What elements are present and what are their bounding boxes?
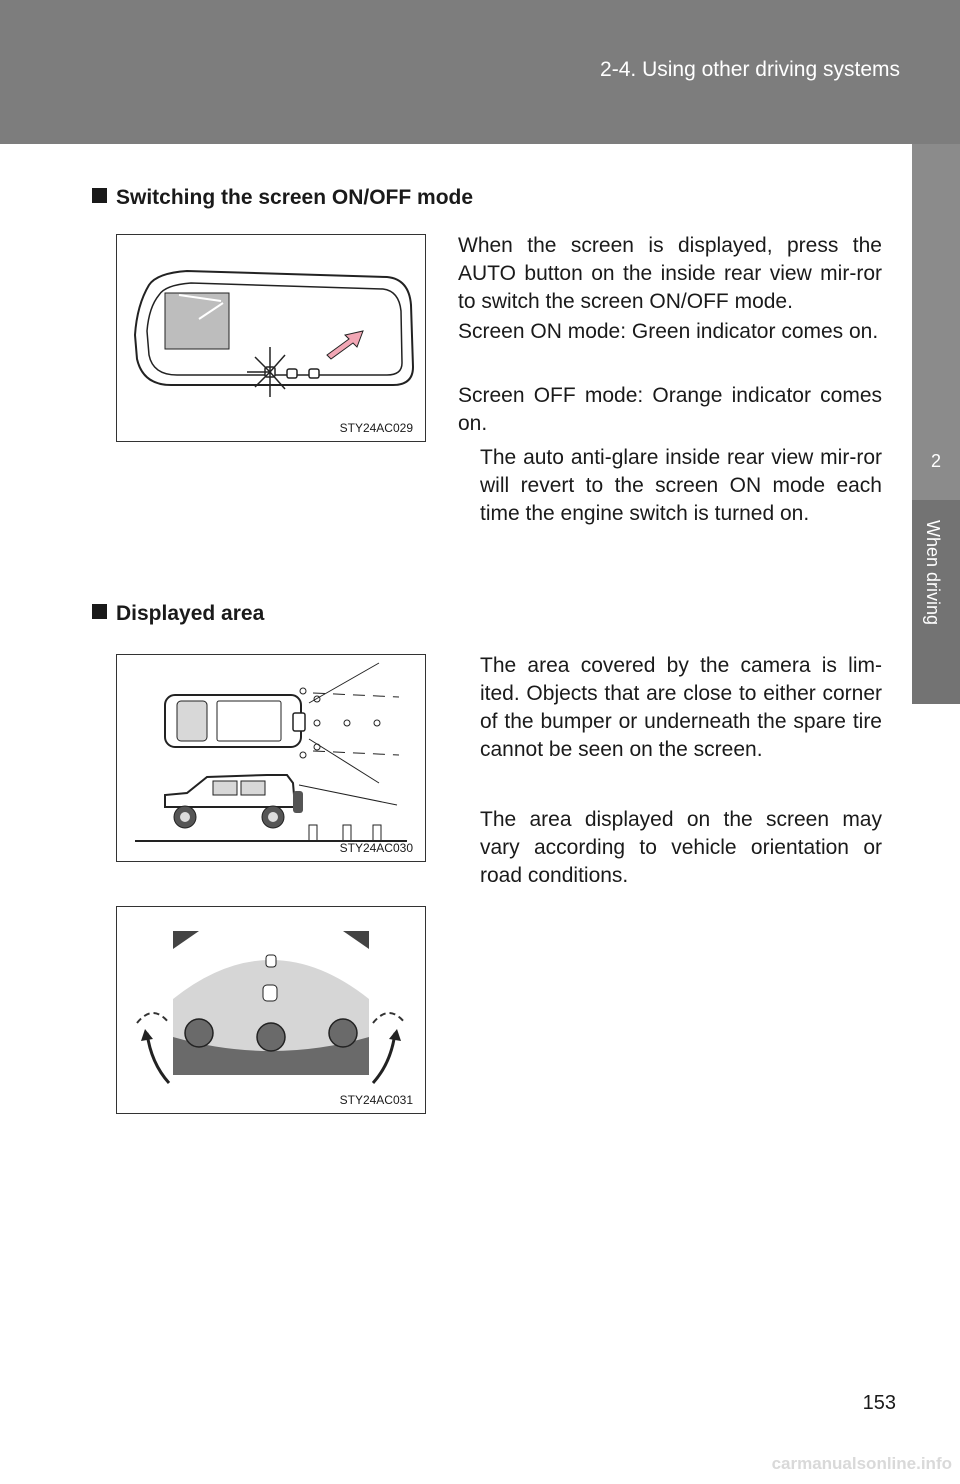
figure-displayed-area-views [116,654,426,862]
heading-displayed-area: Displayed area [92,602,264,626]
paragraph-5: The area covered by the camera is lim-ited. Objects that are close to either corner of the bumper or underneath the spare tire cannot be seen on the screen. [480,654,882,761]
square-bullet-icon [92,604,107,619]
paragraph-6: The area displayed on the screen may vary according to vehicle orientation or road conditions. [480,808,882,887]
paragraph-2: Screen ON mode: Green indicator comes on. [458,320,879,343]
paragraph-4: The auto anti-glare inside rear view mir-ror will revert to the screen ON mode each time the engine switch is turned on. [480,446,882,525]
camera-screen-illustration [117,907,425,1113]
rear-view-mirror-illustration [117,235,425,441]
figure-code: STY24AC031 [339,1093,413,1107]
chapter-label: When driving [923,520,943,626]
page-header [0,0,960,144]
square-bullet-icon [92,188,107,203]
paragraph-1: When the screen is displayed, press the AUTO button on the inside rear view mir-ror to switch the screen ON/OFF mode. [458,234,882,313]
figure-camera-screen-view [116,906,426,1114]
section-title: 2-4. Using other driving systems [600,58,900,81]
side-tab-upper [912,144,960,500]
heading-switching-screen: Switching the screen ON/OFF mode [92,186,473,210]
page-number: 153 [862,1392,896,1414]
figure-rear-view-mirror [116,234,426,442]
chapter-number: 2 [930,451,941,471]
vehicle-camera-area-illustration [117,655,425,861]
figure-code: STY24AC030 [339,841,413,855]
paragraph-3: Screen OFF mode: Orange indicator comes on. [458,384,882,435]
watermark: carmanualsonline.info [771,1454,952,1473]
figure-code: STY24AC029 [339,421,413,435]
